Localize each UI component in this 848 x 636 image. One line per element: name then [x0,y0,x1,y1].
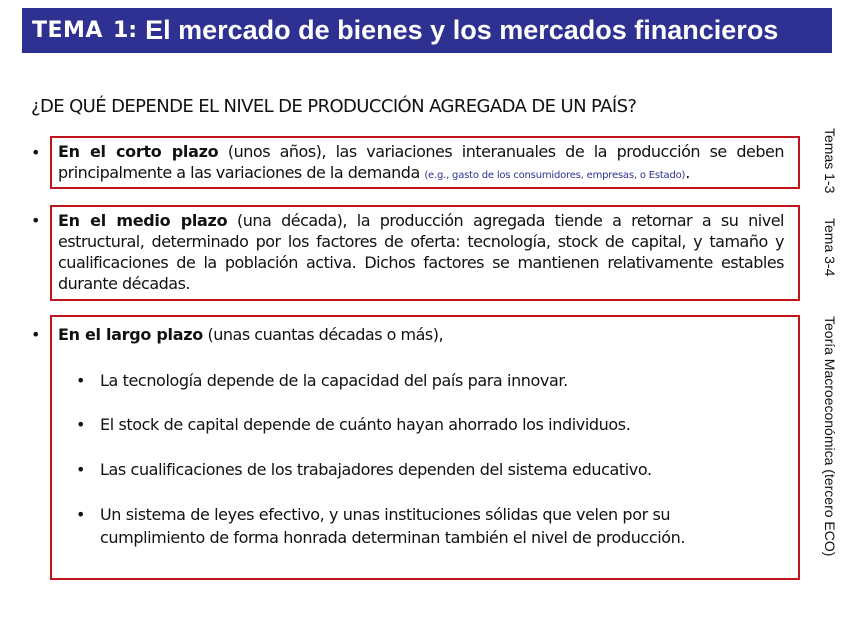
list-bullet: • [76,371,86,390]
bullet-1: • [31,143,41,162]
section-long-term-heading: En el largo plazo [58,325,203,344]
list-item [76,458,740,481]
question-heading: ¿DE QUÉ DEPENDE EL NIVEL DE PRODUCCIÓN AGREGADA DE UN PAÍS? [31,96,637,117]
title-number: 1: [112,18,138,43]
list-bullet: • [76,460,86,479]
section-long-term-text [52,317,798,345]
section-medium-term [50,205,800,301]
list-item-text: La tecnología depende de la capacidad del país para innovar. [100,371,568,390]
section-short-term-body: (unos años), las variaciones interanuales de la producción se deben principalmente a las variaciones de la demanda [58,142,784,182]
list-bullet: • [76,505,86,524]
section-medium-term-text [52,207,798,294]
title-bar [22,8,832,53]
list-item-text: Un sistema de leyes efectivo, y unas instituciones sólidas que velen por su cumplimiento de forma honrada determinan también el nivel de producción. [100,505,686,547]
bullet-3: • [31,325,41,344]
title-tema: TEMA [32,18,103,43]
side-label-teoria: Teoría Macroeconómica (tercero ECO) [822,316,838,557]
section-short-term-example: (e.g., gasto de los consumidores, empresas, o Estado) [424,170,686,181]
side-label-tema-3-4: Tema 3-4 [822,218,838,277]
section-short-term-text [52,138,798,186]
section-long-term [50,315,800,580]
side-labels [822,128,842,614]
list-item-text: Las cualificaciones de los trabajadores dependen del sistema educativo. [100,460,652,479]
list-item [76,413,740,436]
title-main: El mercado de bienes y los mercados financieros [145,15,779,45]
side-label-temas-1-3: Temas 1-3 [822,128,838,194]
list-item [76,369,740,392]
section-short-term [50,136,800,189]
section-medium-term-heading: En el medio plazo [58,211,228,230]
list-item [76,503,740,549]
section-medium-term-body: (una década), la producción agregada tiende a retornar a su nivel estructural, determinado por los factores de oferta: tecnología, stock de capital, y tamaño y cualificaciones de la población activa. Dichos factores se mantienen relativamente estables durante décadas. [58,211,784,293]
section-long-term-body: (unas cuantas décadas o más), [202,325,444,344]
bullet-2: • [31,211,41,230]
list-item-text: El stock de capital depende de cuánto hayan ahorrado los individuos. [100,415,631,434]
section-short-term-heading: En el corto plazo [58,142,219,161]
list-bullet: • [76,415,86,434]
section-short-term-tail: . [685,163,690,182]
